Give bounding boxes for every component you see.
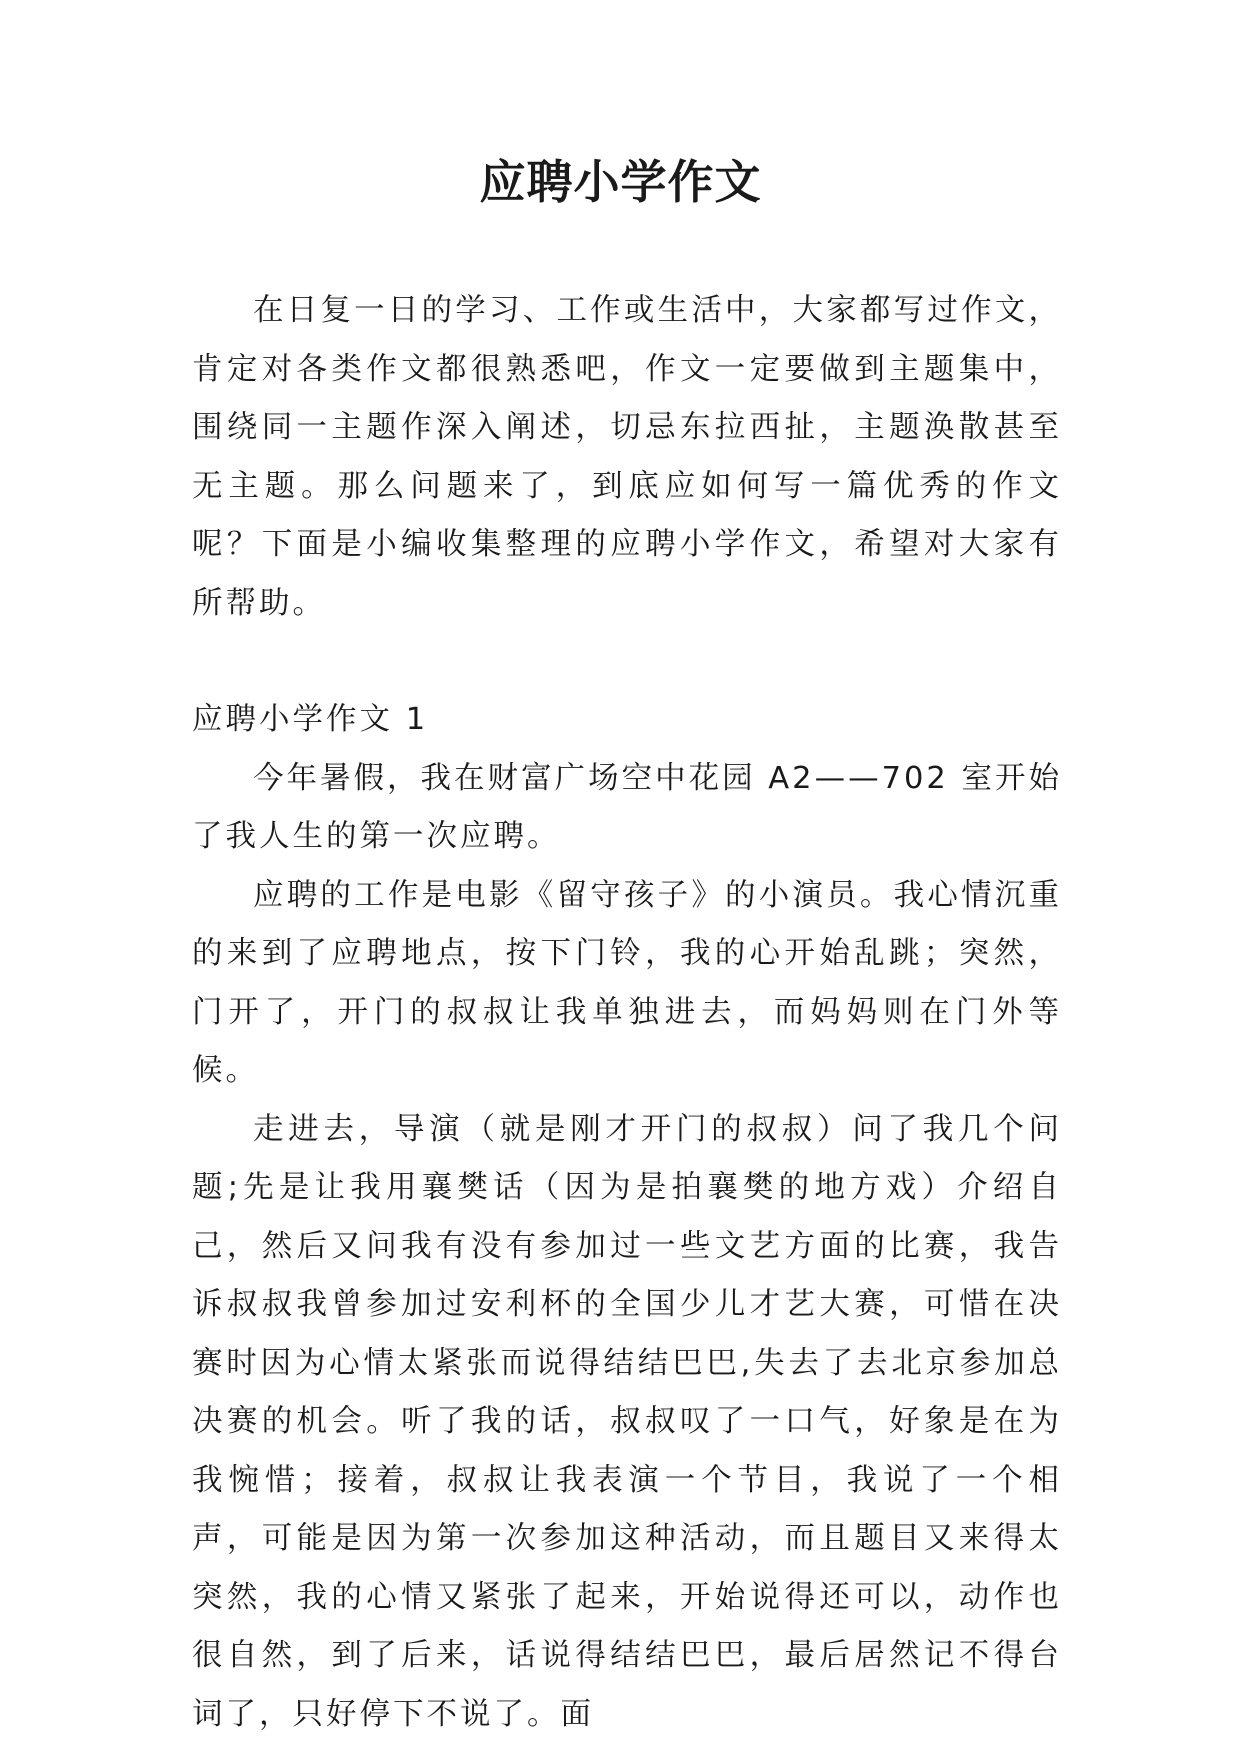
section-heading: 应聘小学作文 1 (192, 702, 429, 737)
body-paragraph: 应聘的工作是电影《留守孩子》的小演员。我心情沉重的来到了应聘地点，按下门铃，我的心开始乱跳；突然，门开了，开门的叔叔让我单独进去，而妈妈则在门外等候。 (192, 877, 1062, 1088)
section-spacer (192, 633, 1062, 691)
body-paragraph: 今年暑假，我在财富广场空中花园 A2——702 室开始了我人生的第一次应聘。 (192, 760, 1062, 854)
document-title: 应聘小学作文 (479, 155, 762, 209)
document-body (192, 282, 1062, 1744)
intro-paragraph: 在日复一日的学习、工作或生活中，大家都写过作文，肯定对各类作文都很熟悉吧，作文一定要做到主题集中，围绕同一主题作深入阐述，切忌东拉西扯，主题涣散甚至无主题。那么问题来了，到底应如何写一篇优秀的作文呢？下面是小编收集整理的应聘小学作文，希望对大家有所帮助。 (192, 293, 1062, 621)
body-paragraph: 走进去，导演（就是刚才开门的叔叔）问了我几个问题;先是让我用襄樊话（因为是拍襄樊的地方戏）介绍自己，然后又问我有没有参加过一些文艺方面的比赛，我告诉叔叔我曾参加过安利杯的全国少儿才艺大赛，可惜在决赛时因为心情太紧张而说得结结巴巴,失去了去北京参加总决赛的机会。听了我的话，叔叔叹了一口气，好象是在为我惋惜；接着，叔叔让我表演一个节目，我说了一个相声，可能是因为第一次参加这种活动，而且题目又来得太突然，我的心情又紧张了起来，开始说得还可以，动作也很自然，到了后来，话说得结结巴巴，最后居然记不得台词了，只好停下不说了。面 (192, 1111, 1062, 1732)
